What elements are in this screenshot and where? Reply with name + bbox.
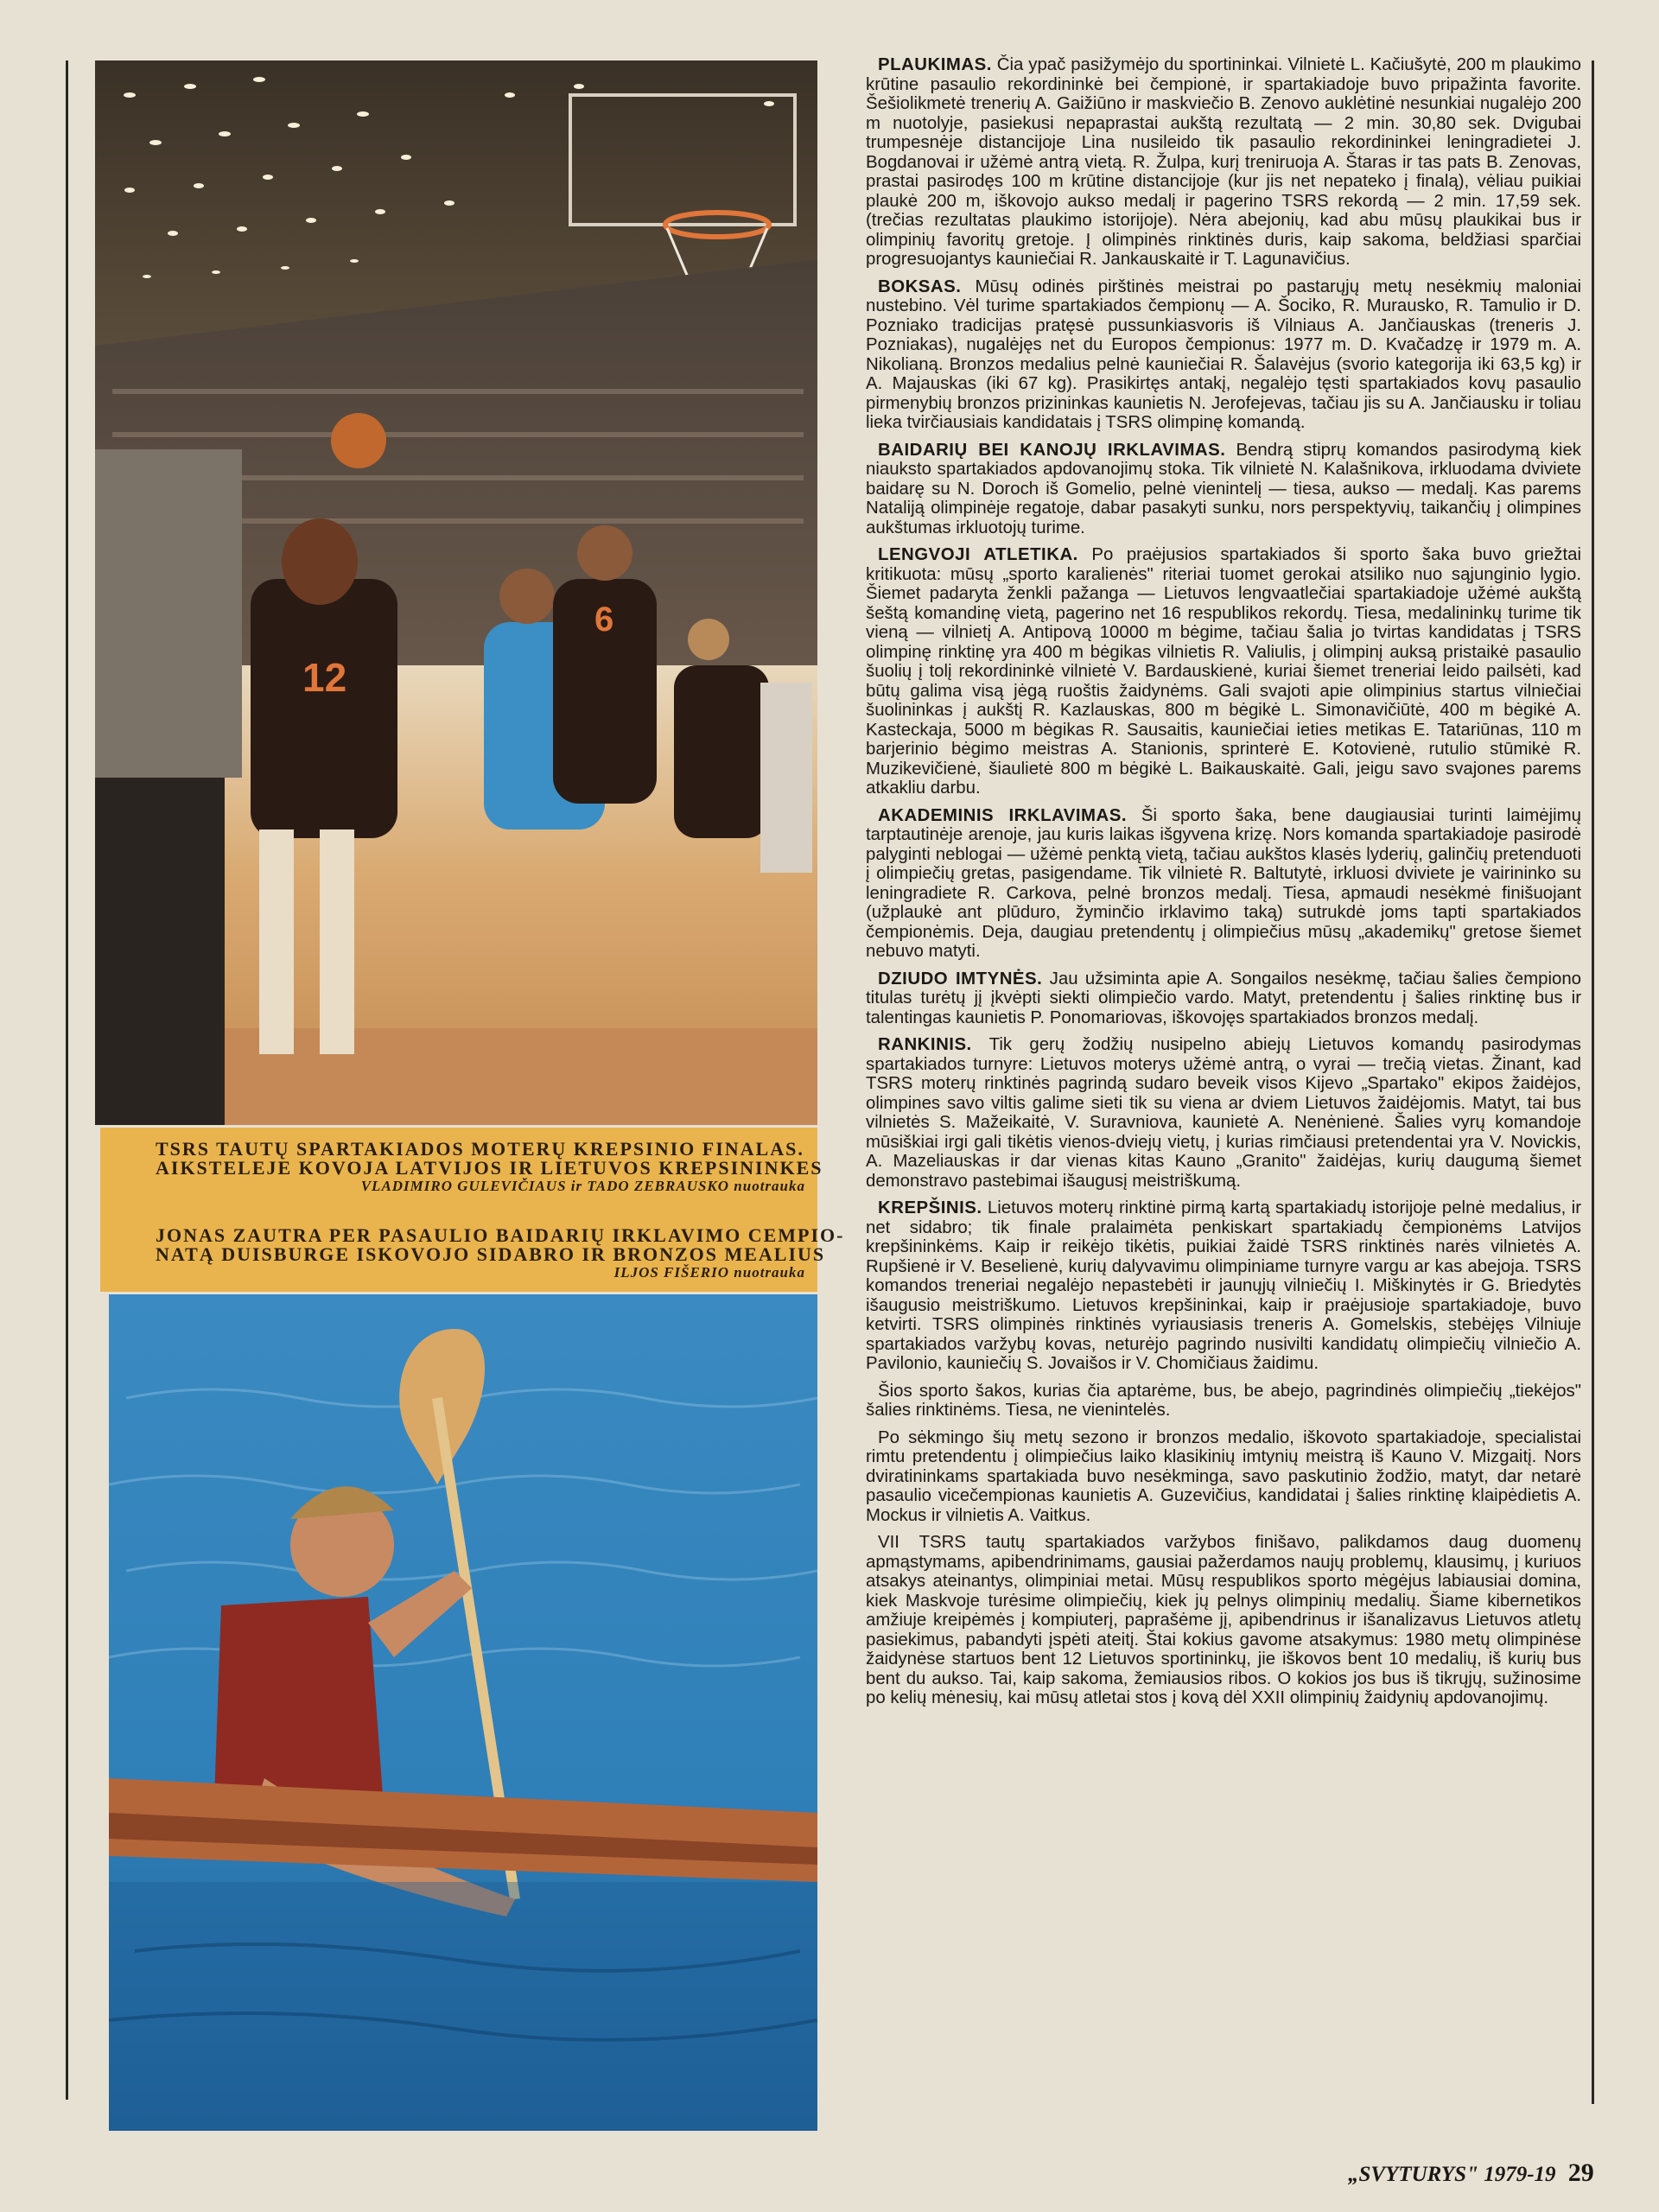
basketball-final-photo (95, 60, 817, 1125)
article-paragraph-handball (866, 1035, 1581, 1191)
article-paragraph-rowing (866, 806, 1581, 962)
section-text: Lietuvos moterų rinktinė pirmą kartą spartakiadų istorijoje pelnė medalius, ir net sidabro; tik finale pralaimėta penkiskart spartakiadų čempionėms Latvijos krepšininkėms. Kaip ir reikėjo tikėtis, puikiai žaidė TSRS rinktinės narės vilnietės A. Rupšienė ir V. Beselienė, kurių dalyvavimu olimpiniame turnyre vargu ar kas abejoja. TSRS komandos treneriai negalėjo nepastebėti ir jaunųjų vilniečių I. Miškinytės ir G. Briedytės išaugusio meistriškumo. Lietuvos krepšininkai, kaip ir praėjusioje spartakiadoje, buvo ketvirti. TSRS olimpinės rinktinės vyriausiasis treneris A. Gomelskis, stebėjęs Vilniuje spartakiados varžybų kovas, neturėjo pagrindo nusivilti kandidatų olimpiečių vilniečio A. Pavilonio, kauniečių S. Jovaišos ir V. Chomičiaus žaidimu. (866, 1198, 1581, 1373)
article-paragraph-judo (866, 969, 1581, 1028)
section-heading: BAIDARIŲ BEI KANOJŲ IRKLAVIMAS. (878, 440, 1226, 460)
caption-line: TSRS TAUTŲ SPARTAKIADOS MOTERŲ KREPSINIO FINALAS. (156, 1138, 804, 1160)
section-heading: LENGVOJI ATLETIKA. (878, 545, 1078, 564)
basketball-photo-caption (100, 1128, 823, 1221)
article-paragraph-swimming (866, 55, 1581, 270)
caption-line: AIKSTELEJE KOVOJA LATVIJOS IR LIETUVOS KREPSININKES (156, 1157, 823, 1179)
section-heading: RANKINIS. (878, 1035, 972, 1054)
section-heading: DZIUDO IMTYNĖS. (878, 969, 1043, 988)
article-paragraph-conclusion (866, 1533, 1581, 1708)
section-heading: AKADEMINIS IRKLAVIMAS. (878, 805, 1128, 825)
page-footer (1348, 2158, 1594, 2188)
article-paragraph-boxing (866, 277, 1581, 433)
kayak-photo-caption (100, 1221, 845, 1292)
section-heading: KREPŠINIS. (878, 1198, 982, 1217)
article-paragraph-summary (866, 1382, 1581, 1421)
caption-line: JONAS ZAUTRA PER PASAULIO BAIDARIŲ IRKLAVIMO CEMPIO- (156, 1224, 845, 1246)
kayak-athlete-photo (109, 1294, 817, 2131)
svg-text:6: 6 (594, 601, 614, 639)
article-paragraph-other-sports (866, 1428, 1581, 1526)
publication-name: „SVYTURYS" 1979-19 (1348, 2163, 1556, 2186)
article-paragraph-basketball (866, 1198, 1581, 1374)
section-text: Po sėkmingo šių metų sezono ir bronzos medalio, iškovoto spartakiadoje, specialistai rimtu pretendentu į olimpiečius laiko klasikinių imtynių meistrą iš Kauno V. Mizgaitį. Nors dviratininkams spartakiada buvo nesėkminga, savo paskutinio žodžio, matyt, dar netarė pasaulio vicečempionas kaunietis A. Guzevičius, kandidatai į šalies rinktinę klaipėdietis A. Mockus ir vilnietis A. Vaitkus. (866, 1427, 1581, 1525)
section-text: Tik gerų žodžių nusipelno abiejų Lietuvos komandų pasirodymas spartakiados turnyre: Lietuvos moterys užėmė antrą, o vyrai — trečią vietas. Žinant, kad TSRS moterų rinktinės pagrindą sudaro beveik visos Kijevo „Spartako" ekipos žaidėjos, olimpines savo viltis galime sieti tik su viena ar dviem Lietuvos žaidėjomis. Matyt, tai bus vilnietės S. Mažeikaitė, V. Suravniova, kaunietė A. Nenėnienė. Šalies vyrų komandoje mūsiškiai irgi gali tikėtis vienos-dviejų vietų, į kurias rimčiausi pretendentai yra V. Novickis, A. Mazeliauskas ir dar vienas kitas Kauno „Granito" žaidėjas, kurių daugumą šiemet demonstravo pastebimai išaugusį meistriškumą. (866, 1035, 1581, 1191)
article-text-column (866, 55, 1581, 1716)
section-text: Po praėjusios spartakiados ši sporto šaka buvo griežtai kritikuota: mūsų „sporto karalienės" riteriai tuomet gerokai atsiliko nuo sąjunginio lygio. Šiemet padaryta ženkli pažanga — Lietuvos lengvaatlečiai spartakiadoje užėmė aukštą šeštą komandinę vietą, pagerino net 16 respublikos rekordų. Tiesa, medalininkų turime tik vieną — vilnietį A. Antipovą 10000 m bėgime, tačiau šalia jo tvirtas kandidatas į TSRS olimpinę rinktinę yra 400 m bėgikas vilnietis R. Valiulis, į olimpinį auksą pristaikė pasaulio šuolių į tolį rekordininkė vilnietė V. Bardauskienė, kuriai šiemet treneriai leido pailsėti, kad būtų galima visą jėgą ruoštis žaidynėms. Gali svajoti apie olimpinius startus vilniečiai šuolininkas į aukštį R. Kazlauskas, 800 m bėgikė L. Simonavičiūtė, 400 m bėgikė A. Kasteckaja, 5000 m bėgikas R. Sausaitis, kauniečiai ieties metikas E. Tatariūnas, 110 m barjerinio bėgimo meistras A. Stanionis, sprinterė E. Kotovienė, rutulio stūmikė R. Muzikevičienė, šiaulietė 800 m bėgikė L. Baikauskaitė. Gali, jeigu savo svajones parems atkakliu darbu. (866, 545, 1581, 798)
left-border-rule (66, 60, 68, 2100)
page-number: 29 (1567, 2158, 1594, 2187)
section-text: Mūsų odinės pirštinės meistrai po pastarųjų metų nesėkmių maloniai nustebino. Vėl turime spartakiados čempionų — A. Šociko, R. Murausko, R. Tamulio ir D. Pozniako tradicijas pratęsė pussunkiasvoris iš Vilniaus A. Jančiauskas (treneris J. Pozniakas), nugalėjęs net du Europos čempionus: 1977 m. D. Kvačadzę ir 1979 m. A. Nikolianą. Bronzos medalius pelnė kauniečiai R. Šalavėjus (svorio kategorija iki 63,5 kg) ir A. Majauskas (iki 67 kg). Prasikirtęs antakį, negalėjo tęsti spartakiados kovų pasaulio pirmenybių bronzos prizininkas kaunietis N. Jerofejevas, tačiau jis su A. Jančiausku ir toliau lieka tvirčiausiais kandidatais į TSRS olimpinę komandą. (866, 276, 1581, 432)
caption-line: NATĄ DUISBURGE ISKOVOJO SIDABRO IR BRONZOS MEALIUS (156, 1243, 826, 1265)
article-paragraph-canoe (866, 441, 1581, 538)
section-heading: BOKSAS. (878, 276, 962, 296)
section-text: Bendrą stiprų komandos pasirodymą kiek niaukstо spartakiados apdovanojimų stoka. Tik vilnietė N. Kalašnikova, irkluodama dviviete baidarę su N. Doroch iš Gomelio, pelnė vienintelį — tiesa, aukso — medalį. Kas parems Nataliją olimpinėje regatoje, dabar pasakyti sunku, nors perspektyvių, taikančių į olimpines aukštumas irkluotojų turime. (866, 440, 1581, 537)
section-text: Šios sporto šakos, kurias čia aptarėme, bus, be abejo, pagrindinės olimpiečių „tiekėjos" šalies rinktinėms. Tiesa, ne vienintelės. (866, 1381, 1581, 1420)
section-text: Ši sporto šaka, bene daugiausiai turinti laimėjimų tarptautinėje arenoje, jau kuris laikas išgyvena krizę. Nors komanda spartakiadoje pasirodė palyginti neblogai — užėmė penktą vietą, tačiau aukštos klasės lyderių, galinčių pretenduoti į olimpiečių gretas, pasigendame. Tik vilnietė R. Baltutytė, irkluosi dviviete је vairininko su leningradiete R. Carkova, pelnė bronzos medalį. Tiesa, apmaudi nesėkmė finišuojant (užplaukė ant plūduro, žyminčio irklavimo taką) sutrukdė joms tapti spartakiados čempionėmis. Deja, daugiau pretendentų į olimpiečius mūsų „akademikų" gretose šiemet nebuvo matyti. (866, 805, 1581, 961)
article-paragraph-athletics (866, 545, 1581, 798)
section-text: Jau užsiminta apie A. Songailos nesėkmę, tačiau šalies čempiono titulas turėtų jį įkvėpti siekti olimpiečio vardo. Matyt, pretendentu į šalies rinktinę bus ir talentingas kaunietis P. Ponomariovas, iškovojęs spartakiados bronzos medalį. (866, 969, 1581, 1027)
right-border-rule (1592, 60, 1594, 2104)
photo-credit: VLADIMIRO GULEVIČIAUS ir TADO ZEBRAUSKO nuotrauka (360, 1178, 805, 1194)
section-text: Čia ypač pasižymėjo du sportininkai. Vilnietė L. Kačiušytė, 200 m plaukimo krūtine pasaulio rekordininkė bei čempionė, ir spartakiadoje buvo pripažinta favorite. Šešiolikmetė trenerių A. Gaižiūno ir maskviečio B. Zenovo auklėtinė nesunkiai nugalėjo 200 m nuotolyje, pasiekusi nepaprastai aukštą rezultatą — 2 min. 30,80 sek. Dvigubai trumpesnėje distancijoje Lina nusileido tik pasaulio rekordininkei leningradietei J. Bogdanovai ir užėmė antrą vietą. R. Žulpa, kurį treniruoja A. Štaras ir tas pats B. Zenovas, prastai pasirodęs 100 m krūtine distancijoje (kur jis net nepateko į finalą), vėliau puikiai plaukė 200 m, iškovojo aukso medalį ir pagerino TSRS rekordą — 2 min. 17,59 sek. (trečias rezultatas plaukimo istorijoje). Nėra abejonių, kad abu mūsų plaukikai bus ir olimpinių favoritų gretoje. Į olimpinės rinktinės duris, kaip sakoma, beldžiasi sparčiai progresuojantys kauniečiai R. Jankauskaitė ir T. Lagunavičius. (866, 55, 1581, 269)
photo-credit: ILJOS FIŠERIO nuotrauka (613, 1264, 805, 1281)
section-text: VII TSRS tautų spartakiados varžybos finišavo, palikdamos daug duomenų apmąstymams, apibendrinimams, gausiai pažerdamos naujų problemų, klausimų, į kuriuos atsakys ateinantys, olimpiniai metai. Mūsų respublikos sporto mėgėjus labiausiai domina, kiek Maskvoje turėsime olimpiečių, kiek jų pelnys olimpinių medalių. Šiame kibernetikos amžiuje kreipėmės į kompiuterį, paprašėme jį, apibendrinus ir išanalizavus Lietuvos atletų pasiekimus, pabandyti įspėti ateitį. Štai kokius gavome atsakymus: 1980 metų olimpinėse žaidynėse startuos bent 12 Lietuvos sportininkų, jie iškovos bent 10 medalių, iš kurių bus bent du aukso. Tai, kaip sakoma, žemiausios ribos. O kokios jos bus iš tikrųjų, sužinosime po kelių mėnesių, kai mūsų atletai stos į kovą dėl XXII olimpinių žaidynių apdovanojimų. (866, 1533, 1581, 1707)
svg-text:12: 12 (302, 655, 347, 700)
section-heading: PLAUKIMAS. (878, 55, 992, 74)
